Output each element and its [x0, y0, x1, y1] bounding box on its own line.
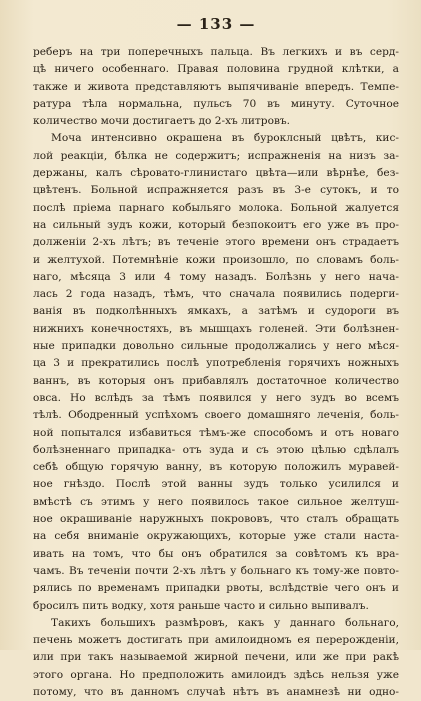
text-line: потому, что въ данномъ случаѣ нѣтъ въ анамнезѣ ни одно- — [33, 685, 399, 698]
text-line: количество мочи достигаетъ до 2-хъ литровъ. — [33, 115, 291, 128]
text-line: Такихъ большихъ размѣровъ, какъ у даннаго больнаго, — [51, 616, 399, 629]
text-line: ратура тѣла нормальна, пульсъ 70 въ минуту. Суточное — [33, 97, 399, 110]
text-line: этого органа. Но предположить амилоидъ здѣсь нельзя уже — [33, 668, 399, 681]
text-line: долженіи 2-хъ лѣтъ; въ теченіе этого времени онъ страдаетъ — [33, 236, 399, 249]
text-line: цѣ ничего особеннаго. Правая половина грудной клѣтки, а — [33, 63, 399, 76]
text-line: нижнихъ конечностяхъ, въ мышцахъ голеней. Эти болѣзнен- — [33, 322, 399, 335]
text-line: послѣ пріема парнаго кобыльяго молока. Больной жалуется — [33, 201, 399, 214]
text-line: печень можетъ достигать при амилоидномъ ея перерожденіи, — [33, 634, 399, 647]
text-line: лой реакціи, бѣлка не содержитъ; испражненія на низъ за- — [33, 149, 399, 162]
text-line: ное гнѣздо. Послѣ этой ванны зудъ только усилился и — [33, 478, 399, 491]
text-line: наго, мѣсяца 3 или 4 тому назадъ. Болѣзнь у него нача- — [33, 270, 399, 283]
text-line: ное окрашиваніе наружныхъ покрововъ, что сталъ обращать — [33, 513, 399, 526]
text-line: вмѣстѣ съ этимъ у него появилось такое сильное желтуш- — [33, 495, 399, 508]
text-line: ивать на томъ, что бы онъ обратился за совѣтомъ къ вра- — [33, 547, 399, 560]
text-line: также и живота представляютъ выпячиваніе впередъ. Темпе- — [33, 80, 399, 93]
text-line: на сильный зудъ кожи, который безпокоитъ его уже въ про- — [33, 218, 399, 231]
text-line: ные припадки довольно сильные продолжались у него мѣся- — [33, 340, 399, 353]
text-line: реберъ на три поперечныхъ пальца. Въ легкихъ и въ серд- — [33, 46, 399, 58]
text-line: Моча интенсивно окрашена въ буроклсный цвѣтъ, кис- — [51, 132, 399, 145]
text-line: ваннъ, въ которыя онъ прибавлялъ достаточное количество — [33, 374, 399, 387]
text-line: овса. Но вслѣдъ за тѣмъ появился у него зудъ во всемъ — [33, 391, 399, 404]
text-line: чамъ. Въ теченіи почти 2-хъ лѣтъ у больнаго къ тому-же повто- — [33, 564, 399, 577]
text-line: тѣлѣ. Ободренный успѣхомъ своего домашняго леченія, боль- — [33, 409, 399, 422]
text-line: рялись по временамъ припадки рвоты, вслѣдствіе чего онъ и — [33, 582, 399, 595]
text-line: цвѣтенъ. Больной испражняется разъ въ 3-е сутокъ, и то — [33, 184, 399, 197]
text-line: болѣзненнаго припадка- отъ зуда и съ этою цѣлью сдѣлалъ — [33, 443, 399, 456]
text-line: ной попытался избавиться тѣмъ-же способомъ и отъ новаго — [33, 426, 399, 439]
text-line: себѣ общую горячую ванну, въ которую положилъ муравей- — [33, 461, 399, 474]
page-number: — 133 — — [176, 15, 256, 33]
text-line: на себя вниманіе окружающихъ, которые уже стали наста- — [33, 530, 399, 543]
text-line: или при такъ называемой жирной печени, или же при ракѣ — [33, 651, 399, 664]
text-line: ванія въ подколѣнныхъ ямкахъ, а затѣмъ и судороги въ — [33, 305, 399, 318]
text-line: ца 3 и прекратились послѣ употребленія горячихъ ножныхъ — [33, 357, 399, 370]
text-line: лась 2 года назадъ, тѣмъ, что сначала появились подерги- — [33, 288, 399, 301]
text-line: держаны, калъ сѣровато-глинистаго цвѣта—или вѣрнѣе, без- — [33, 167, 399, 180]
text-line: бросилъ пить водку, хотя раньше часто и сильно выпивалъ. — [33, 599, 369, 612]
body-text — [33, 44, 399, 701]
text-line: и желтухой. Потемнѣніе кожи произошло, по словамъ боль- — [33, 253, 399, 266]
